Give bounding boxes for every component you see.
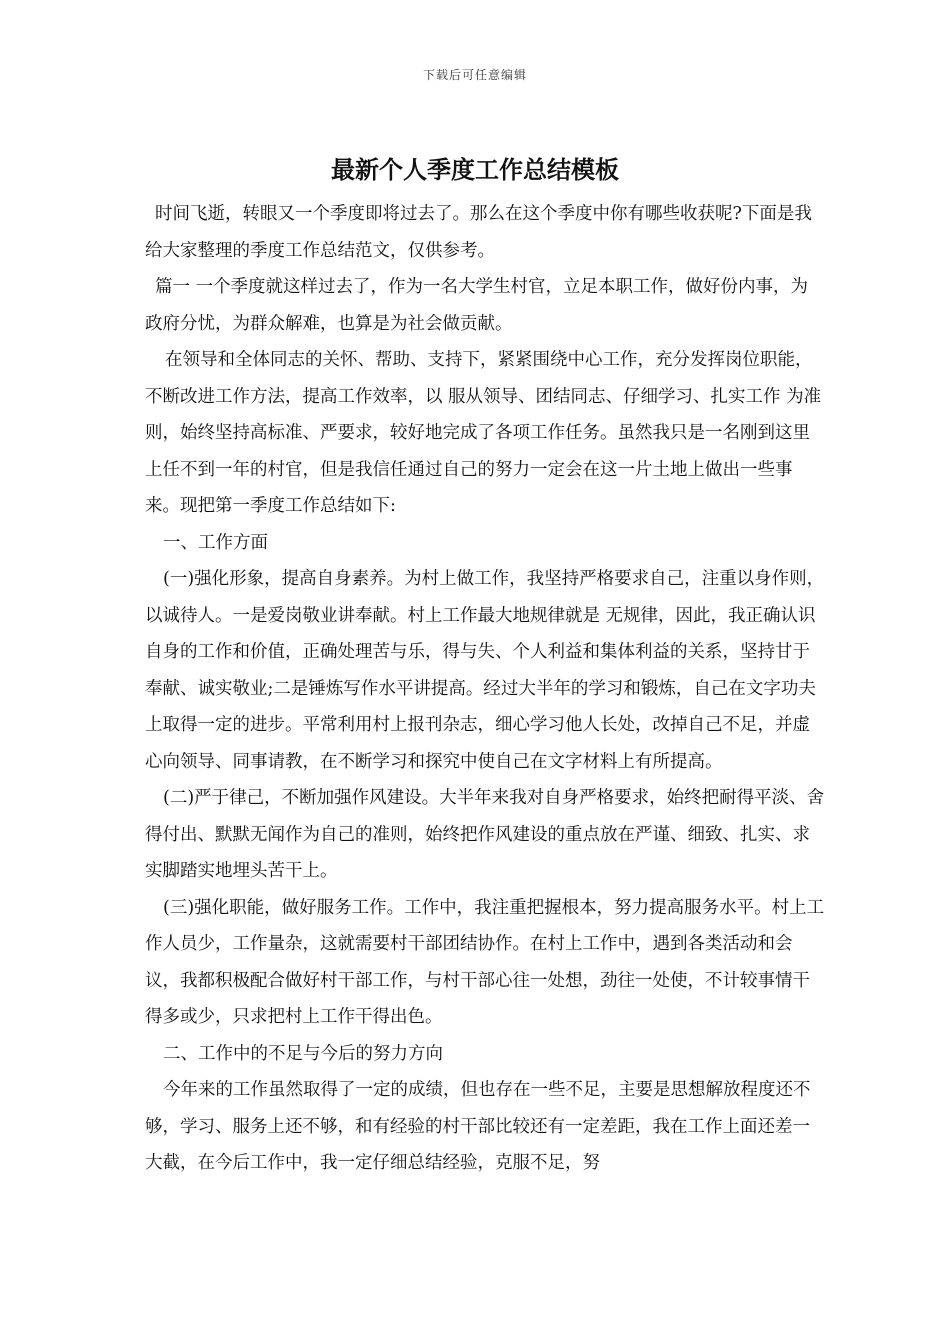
paragraph-leadership: 在领导和全体同志的关怀、帮助、支持下，紧紧围绕中心工作，充分发挥岗位职能，不断改进工作方法，提高工作效率，以 服从领导、团结同志、仔细学习、扎实工作 为准则，始终坚持高标准、严要求，较好地完成了各项工作任务。虽然我只是一名刚到这里上任不到一年的村官，但是我信任通过自己的努力一定会在这一片土地上做出一些事来。现把第一季度工作总结如下: <box>145 350 822 516</box>
document-body <box>145 196 825 1182</box>
paragraph-image: (一)强化形象，提高自身素养。为村上做工作，我坚持严格要求自己，注重以身作则，以诚待人。一是爱岗敬业讲奉献。村上工作最大地规律就是 无规律，因此，我正确认识自身的工作和价值，正确处理苦与乐，得与失、个人利益和集体利益的关系，坚持甘于奉献、诚实敬业;二是锤炼写作水平讲提高。经过大半年的学习和锻炼，自己在文字功夫上取得一定的进步。平常利用村上报刊杂志，细心学习他人长处，改掉自己不足，并虚心向领导、同事请教，在不断学习和探究中使自己在文字材料上有所提高。 <box>145 569 825 772</box>
paragraph-service: (三)强化职能，做好服务工作。工作中，我注重把握根本，努力提高服务水平。村上工作人员少，工作量杂，这就需要村干部团结协作。在村上工作中，遇到各类活动和会议，我都积极配合做好村干部工作，与村干部心往一处想，劲往一处使，不计较事情干得多或少，只求把村上工作干得出色。 <box>145 897 825 1027</box>
page-title: 最新个人季度工作总结模板 <box>331 155 619 184</box>
paragraph-part-one: 篇一 一个季度就这样过去了，作为一名大学生村官，立足本职工作，做好份内事，为政府分忧，为群众解难，也算是为社会做贡献。 <box>145 277 809 334</box>
section-heading-shortcomings: 二、工作中的不足与今后的努力方向 <box>163 1043 443 1064</box>
section-heading-work: 一、工作方面 <box>163 532 268 553</box>
paragraph-discipline: (二)严于律己，不断加强作风建设。大半年来我对自身严格要求，始终把耐得平淡、舍得付出、默默无闻作为自己的准则，始终把作风建设的重点放在严谨、细致、扎实、求实脚踏实地埋头苦干上。 <box>145 788 825 881</box>
paragraph-intro: 时间飞逝，转眼又一个季度即将过去了。那么在这个季度中你有哪些收获呢?下面是我给大家整理的季度工作总结范文，仅供参考。 <box>145 204 812 261</box>
paragraph-shortcomings: 今年来的工作虽然取得了一定的成绩，但也存在一些不足，主要是思想解放程度还不够，学习、服务上还不够，和有经验的村干部比较还有一定差距，我在工作上面还差一大截，在今后工作中，我一定仔细总结经验，克服不足，努 <box>145 1080 811 1173</box>
header-note: 下载后可任意编辑 <box>422 68 527 82</box>
